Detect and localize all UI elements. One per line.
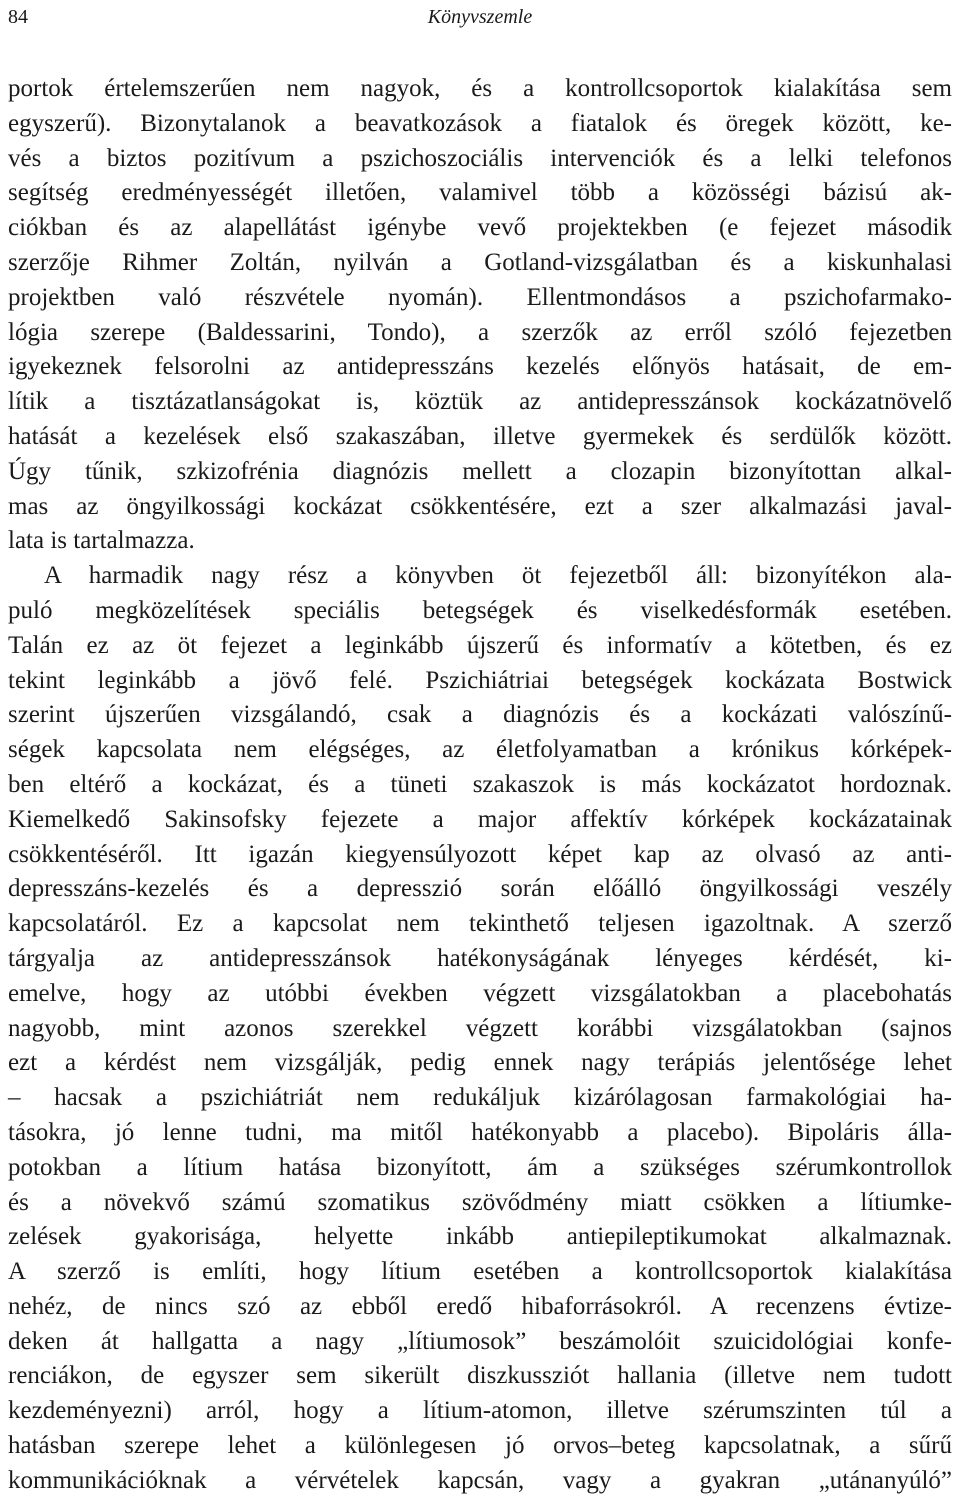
text-line: ciókban és az alapellátást igénybe vevő projektekben (e fejezet második — [8, 214, 952, 242]
text-line: projektben való részvétele nyomán). Ellentmondásos a pszichofarmako- — [8, 283, 952, 311]
text-line: zelések gyakorisága, helyette inkább antiepileptikumokat alkalmaznak. — [8, 1223, 952, 1251]
text-line: mas az öngyilkossági kockázat csökkentésére, ezt a szer alkalmazási javal- — [8, 492, 952, 520]
text-line: egyszerű). Bizonytalanok a beavatkozások a fiatalok és öregek között, ke- — [8, 109, 952, 137]
text-line: Kiemelkedő Sakinsofsky fejezete a major affektív kórképek kockázatainak — [8, 805, 952, 833]
text-line: tásokra, jó lenne tudni, ma mitől hatékonyabb a placebo). Bipoláris álla- — [8, 1118, 952, 1146]
text-line: renciákon, de egyszer sem sikerült diszkussziót hallania (illetve nem tudott — [8, 1362, 952, 1390]
text-line: puló megközelítések speciális betegségek és viselkedésformák esetében. — [8, 596, 952, 624]
text-line: szerint újszerűen vizsgálandó, csak a diagnózis és a kockázati valószínű- — [8, 701, 952, 729]
text-line: portok értelemszerűen nem nagyok, és a kontrollcsoportok kialakítása sem — [8, 75, 952, 102]
text-line: tárgyalja az antidepresszánsok hatékonyságának lényeges kérdését, ki- — [8, 944, 952, 972]
text-line: lógia szerepe (Baldessarini, Tondo), a szerzők az erről szóló fejezetben — [8, 318, 952, 346]
running-title: Könyvszemle — [427, 6, 533, 28]
text-line: és a növekvő számú szomatikus szövődmény miatt csökken a lítiumke- — [8, 1188, 952, 1216]
page-number: 84 — [8, 6, 28, 28]
paragraph-2 — [8, 559, 952, 1499]
text-line: vés a biztos pozitívum a pszichoszociális intervenciók és a lelki telefonos — [8, 144, 952, 172]
page-header — [8, 2, 952, 32]
text-line: – hacsak a pszichiátriát nem redukáljuk kizárólagosan farmakológiai ha- — [8, 1084, 952, 1112]
text-line: A harmadik nagy rész a könyvben öt fejezetből áll: bizonyítékon ala- — [44, 562, 952, 590]
text-line: deken át hallgatta a nagy „lítiumosok” beszámolóit szuicidológiai konfe- — [8, 1327, 952, 1355]
text-line: ezt a kérdést nem vizsgálják, pedig ennek nagy terápiás jelentősége lehet — [8, 1049, 952, 1077]
text-line: igyekeznek felsorolni az antidepresszáns kezelés előnyös hatásait, de em- — [8, 353, 952, 381]
text-line: A szerző is említi, hogy lítium esetében a kontrollcsoportok kialakítása — [8, 1258, 952, 1286]
text-line: szerzője Rihmer Zoltán, nyilván a Gotland-vizsgálatban és a kiskunhalasi — [8, 248, 952, 276]
text-line: kapcsolatáról. Ez a kapcsolat nem tekinthető teljesen igazoltnak. A szerző — [8, 910, 952, 938]
text-line: nagyobb, mint azonos szerekkel végzett korábbi vizsgálatokban (sajnos — [8, 1014, 952, 1042]
text-line: depresszáns-kezelés és a depresszió során előálló öngyilkossági veszély — [8, 875, 952, 903]
text-line: tekint leginkább a jövő felé. Pszichiátriai betegségek kockázata Bostwick — [8, 666, 952, 694]
text-line: kezdeményezni) arról, hogy a lítium-atomon, illetve szérumszinten túl a — [8, 1397, 952, 1425]
body-text — [8, 72, 952, 1499]
text-line: emelve, hogy az utóbbi években végzett vizsgálatokban a placebohatás — [8, 979, 952, 1007]
text-line: Talán ez az öt fejezet a leginkább újszerű és informatív a kötetben, és ez — [8, 631, 952, 659]
text-line: segítség eredményességét illetően, valamivel több a közösségi bázisú ak- — [8, 179, 952, 207]
text-line: lítik a tisztázatlanságokat is, köztük az antidepresszánsok kockázatnövelő — [8, 388, 952, 416]
text-line: csökkentéséről. Itt igazán kiegyensúlyozott képet kap az olvasó az anti- — [8, 840, 952, 868]
text-line: potokban a lítium hatása bizonyított, ám a szükséges szérumkontrollok — [8, 1153, 952, 1181]
text-line: hatását a kezelések első szakaszában, illetve gyermekek és serdülők között. — [8, 422, 952, 450]
text-line: lata is tartalmazza. — [8, 527, 195, 555]
text-line: ben eltérő a kockázat, és a tüneti szakaszok is más kockázatot hordoznak. — [8, 770, 952, 798]
text-line: ségek kapcsolata nem elégséges, az életfolyamatban a krónikus kórképek- — [8, 736, 952, 764]
text-line: nehéz, de nincs szó az ebből eredő hibaforrásokról. A recenzens évtize- — [8, 1292, 952, 1320]
text-line: Úgy tűnik, szkizofrénia diagnózis mellett a clozapin bizonyítottan alkal- — [8, 457, 952, 485]
text-line: hatásban szerepe lehet a különlegesen jó orvos–beteg kapcsolatnak, a sűrű — [8, 1432, 952, 1460]
text-line: kommunikációknak a vérvételek kapcsán, vagy a gyakran „utánanyúló” — [8, 1466, 952, 1494]
paragraph-1 — [8, 72, 952, 559]
